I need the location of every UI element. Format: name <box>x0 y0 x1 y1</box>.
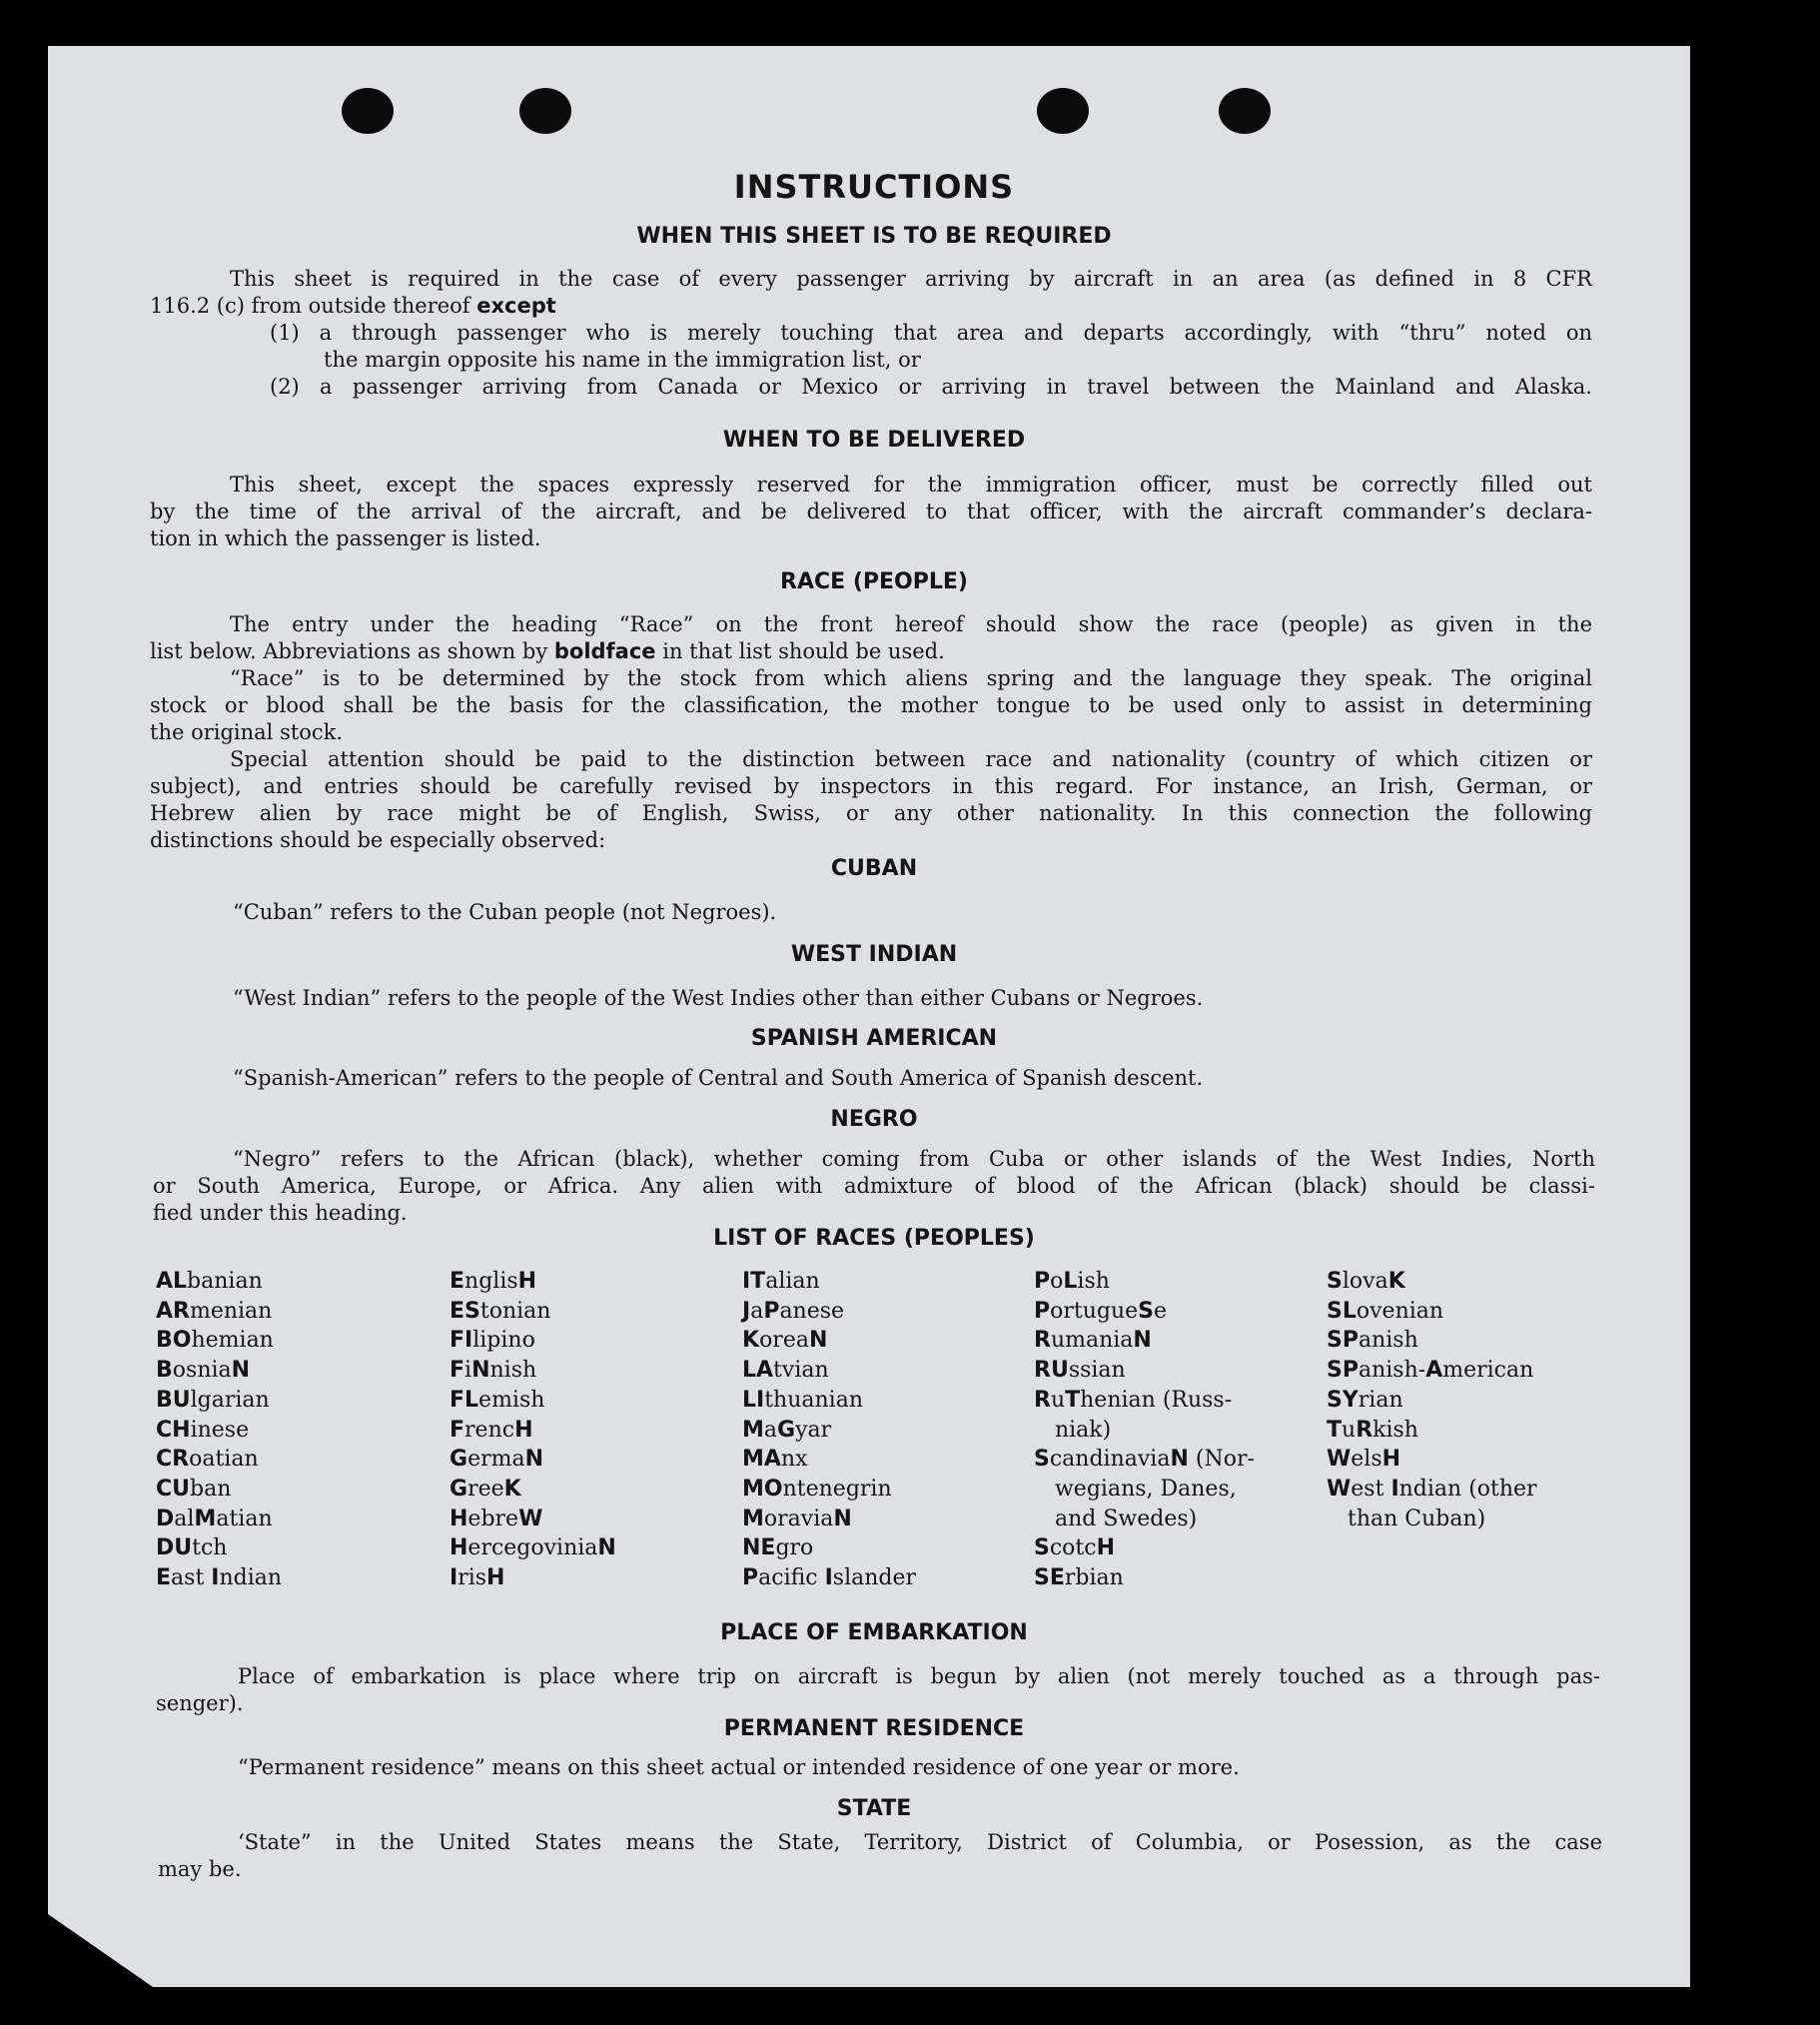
race-text: ndian (other <box>1398 1476 1537 1502</box>
race-text: inese <box>190 1417 250 1443</box>
race-text: u <box>1342 1417 1357 1443</box>
race-abbrev: J <box>742 1298 751 1324</box>
race-abbrev: D <box>156 1506 175 1531</box>
race-abbrev: F <box>450 1358 465 1384</box>
race-entry <box>1034 1416 1255 1446</box>
heading-race: RACE (PEOPLE) <box>780 569 968 594</box>
race-entry <box>742 1533 916 1563</box>
race-abbrev: SL <box>1327 1298 1357 1324</box>
race-entry <box>450 1386 616 1416</box>
race-entry <box>1327 1356 1537 1386</box>
race-text: tvian <box>773 1358 829 1384</box>
race-abbrev: W <box>1327 1447 1352 1473</box>
race-text: rbian <box>1064 1565 1124 1591</box>
race-entry <box>1327 1416 1537 1446</box>
text-line: tion in which the passenger is listed. <box>150 526 541 550</box>
race-abbrev: R <box>1356 1417 1373 1443</box>
race-text: than Cuban) <box>1327 1506 1486 1531</box>
race-text: alian <box>765 1269 820 1294</box>
text-line: “Negro” refers to the African (black), whether coming from Cuba or other islands of the West Indies, North <box>233 1147 1595 1171</box>
heading-spanish-american: SPANISH AMERICAN <box>750 1026 998 1051</box>
race-text: ovenian <box>1356 1298 1444 1324</box>
race-abbrev: ES <box>450 1298 480 1324</box>
race-abbrev: E <box>450 1269 465 1294</box>
emphasis-text: boldface <box>553 639 656 663</box>
race-abbrev: H <box>1381 1447 1401 1473</box>
race-text: ortugue <box>1050 1298 1139 1324</box>
cuban-text: “Cuban” refers to the Cuban people (not Negroes). <box>233 900 777 924</box>
race-text: a <box>750 1298 764 1324</box>
text-line: Special attention should be paid to the distinction between race and nationality (country of which citizen or <box>230 747 1592 771</box>
race-text: erma <box>467 1447 525 1473</box>
race-abbrev: I <box>1390 1476 1399 1502</box>
race-text: wegians, Danes, <box>1034 1476 1237 1502</box>
punch-hole <box>342 88 394 134</box>
race-text: ish <box>1077 1269 1110 1294</box>
race-text: umania <box>1050 1328 1134 1354</box>
race-text: anish <box>1358 1328 1418 1354</box>
exception-item-1: (1) a through passenger who is merely touching that area and departs accordingly, with “thru” noted on <box>270 321 1592 345</box>
heading-permanent-residence: PERMANENT RESIDENCE <box>723 1716 1025 1741</box>
race-text: candinavia <box>1049 1447 1171 1473</box>
text-line: the original stock. <box>150 720 344 744</box>
text-line: or South America, Europe, or Africa. Any alien with admixture of blood of the African (black) should be classi- <box>153 1174 1595 1198</box>
race-entry <box>156 1445 282 1475</box>
race-text: niak) <box>1034 1417 1112 1443</box>
race-abbrev: G <box>450 1476 468 1502</box>
race-text: ntenegrin <box>782 1476 892 1502</box>
race-abbrev: DU <box>156 1535 193 1561</box>
race-text: ercegovinia <box>467 1535 598 1561</box>
text-line: Hebrew alien by race might be of English, Swiss, or any other nationality. In this connection the following <box>150 801 1592 825</box>
race-abbrev: M <box>742 1417 764 1443</box>
race-text: menian <box>189 1298 273 1324</box>
races-column-3 <box>742 1267 916 1593</box>
text-line: senger). <box>156 1691 244 1715</box>
race-entry <box>1034 1563 1255 1593</box>
race-abbrev: B <box>156 1358 173 1384</box>
race-text: atian <box>216 1506 273 1531</box>
race-text: slander <box>832 1565 917 1591</box>
text-line: by the time of the arrival of the aircraft, and be delivered to that officer, with the aircraft commander’s declara- <box>150 500 1592 523</box>
race-abbrev: R <box>1034 1328 1051 1354</box>
race-text: o <box>1050 1269 1064 1294</box>
race-abbrev: N <box>1170 1447 1189 1473</box>
race-abbrev: SP <box>1327 1358 1359 1384</box>
race-abbrev: T <box>1065 1387 1081 1413</box>
race-text: ast <box>171 1565 212 1591</box>
heading-negro: NEGRO <box>830 1107 918 1132</box>
race-abbrev: G <box>777 1417 796 1443</box>
race-text: kish <box>1372 1417 1418 1443</box>
race-entry <box>742 1297 916 1327</box>
race-text: nglis <box>464 1269 518 1294</box>
text-line: This sheet is required in the case of every passenger arriving by aircraft in an area (as defined in 8 CFR <box>230 267 1592 291</box>
race-abbrev: N <box>231 1358 251 1384</box>
race-text: yar <box>795 1417 832 1443</box>
race-abbrev: H <box>450 1535 468 1561</box>
race-abbrev: MO <box>742 1476 783 1502</box>
race-entry <box>450 1326 616 1356</box>
race-abbrev: CH <box>156 1417 191 1443</box>
race-abbrev: G <box>450 1447 468 1473</box>
emphasis-text: except <box>476 294 556 318</box>
race-abbrev: SY <box>1327 1387 1359 1413</box>
races-column-2 <box>450 1267 616 1593</box>
race-entry <box>1034 1267 1255 1297</box>
text-line: list below. Abbreviations as shown by <box>150 639 554 663</box>
race-abbrev: R <box>1034 1387 1051 1413</box>
race-entry <box>742 1563 916 1593</box>
race-entry <box>1034 1533 1255 1563</box>
embarkation-text <box>156 1663 1600 1717</box>
race-text: nish <box>489 1358 537 1384</box>
race-text: ban <box>190 1476 232 1502</box>
races-column-4 <box>1034 1267 1255 1593</box>
race-text: tonian <box>479 1298 551 1324</box>
race-entry <box>156 1267 282 1297</box>
race-entry <box>450 1416 616 1446</box>
race-abbrev: K <box>742 1328 760 1354</box>
spanish-american-text: “Spanish-American” refers to the people of Central and South America of Spanish descent. <box>233 1066 1204 1090</box>
race-abbrev: H <box>1096 1535 1116 1561</box>
race-abbrev: E <box>156 1565 172 1591</box>
race-entry <box>1034 1297 1255 1327</box>
race-abbrev: FL <box>450 1387 479 1413</box>
race-abbrev: CU <box>156 1476 191 1502</box>
race-text: acific <box>758 1565 825 1591</box>
race-text: nx <box>780 1447 808 1473</box>
race-abbrev: H <box>514 1417 533 1443</box>
race-abbrev: AR <box>156 1298 190 1324</box>
race-text: emish <box>478 1387 545 1413</box>
race-abbrev: S <box>1327 1269 1343 1294</box>
race-entry <box>1034 1326 1255 1356</box>
race-text: orea <box>759 1328 809 1354</box>
race-text: renc <box>464 1417 515 1443</box>
race-abbrev: BO <box>156 1328 192 1354</box>
race-abbrev: P <box>1034 1269 1051 1294</box>
race-text: els <box>1351 1447 1382 1473</box>
race-entry <box>156 1563 282 1593</box>
race-text: merican <box>1442 1358 1534 1384</box>
negro-text <box>153 1146 1595 1227</box>
race-text: ris <box>457 1565 487 1591</box>
race-abbrev: W <box>1327 1476 1352 1502</box>
race-entry <box>742 1445 916 1475</box>
race-text: oravia <box>763 1506 834 1531</box>
race-entry <box>156 1356 282 1386</box>
heading-list-of-races: LIST OF RACES (PEOPLES) <box>713 1226 1035 1251</box>
text-line: in that list should be used. <box>655 639 945 663</box>
race-abbrev: H <box>450 1506 468 1531</box>
race-abbrev: P <box>742 1565 759 1591</box>
when-delivered-text <box>150 472 1592 552</box>
race-text <box>150 611 1592 854</box>
race-abbrev: FI <box>450 1328 473 1354</box>
race-entry <box>1327 1445 1537 1475</box>
race-text: ndian <box>219 1565 283 1591</box>
race-abbrev: I <box>450 1565 458 1591</box>
race-text: lgarian <box>190 1387 270 1413</box>
permanent-text: “Permanent residence” means on this sheet actual or intended residence of one year or more. <box>238 1755 1240 1779</box>
race-text: u <box>1050 1387 1066 1413</box>
races-column-5 <box>1327 1267 1537 1533</box>
race-entry <box>742 1505 916 1534</box>
west-indian-text: “West Indian” refers to the people of the West Indies other than either Cubans or Negroes. <box>233 986 1204 1010</box>
race-abbrev: N <box>808 1328 828 1354</box>
race-abbrev: LI <box>742 1387 765 1413</box>
race-abbrev: CR <box>156 1447 190 1473</box>
race-entry <box>450 1267 616 1297</box>
race-entry <box>1327 1326 1537 1356</box>
race-text: i <box>464 1358 472 1384</box>
race-abbrev: IT <box>742 1269 766 1294</box>
race-abbrev: N <box>524 1447 543 1473</box>
race-text: oatian <box>189 1447 259 1473</box>
race-entry <box>156 1533 282 1563</box>
race-entry <box>450 1356 616 1386</box>
race-text: hemian <box>191 1328 274 1354</box>
race-text: anese <box>779 1298 845 1324</box>
text-line: distinctions should be especially observed: <box>150 828 606 852</box>
race-text: tch <box>192 1535 228 1561</box>
punch-hole <box>1219 88 1271 134</box>
text-line: stock or blood shall be the basis for the classification, the mother tongue to be used only to assist in determining <box>150 693 1592 717</box>
race-entry <box>1034 1475 1255 1505</box>
race-entry <box>450 1297 616 1327</box>
race-entry <box>156 1505 282 1534</box>
race-abbrev: NE <box>742 1535 776 1561</box>
heading-cuban: CUBAN <box>830 856 918 881</box>
race-entry <box>1327 1386 1537 1416</box>
race-abbrev: T <box>1327 1417 1343 1443</box>
race-entry <box>450 1475 616 1505</box>
text-line: This sheet, except the spaces expressly reserved for the immigration officer, must be correctly filled out <box>230 473 1592 497</box>
race-entry <box>1034 1445 1255 1475</box>
race-text: osnia <box>172 1358 232 1384</box>
race-abbrev: H <box>486 1565 505 1591</box>
heading-when-required: WHEN THIS SHEET IS TO BE REQUIRED <box>636 224 1112 249</box>
race-entry <box>156 1475 282 1505</box>
race-entry <box>450 1533 616 1563</box>
race-abbrev: I <box>824 1565 833 1591</box>
exception-item-2: (2) a passenger arriving from Canada or Mexico or arriving in travel between the Mainland and Alaska. <box>270 375 1592 399</box>
race-abbrev: I <box>211 1565 220 1591</box>
exception-item-1-cont: the margin opposite his name in the immigration list, or <box>324 348 921 372</box>
text-line: The entry under the heading “Race” on the front hereof should show the race (people) as given in the <box>230 612 1592 636</box>
race-text: and Swedes) <box>1034 1506 1198 1531</box>
race-abbrev: P <box>763 1298 780 1324</box>
text-line: may be. <box>158 1857 242 1881</box>
race-entry <box>156 1326 282 1356</box>
race-entry <box>1034 1386 1255 1416</box>
race-entry <box>1327 1475 1537 1505</box>
race-entry <box>1034 1356 1255 1386</box>
race-abbrev: SE <box>1034 1565 1065 1591</box>
race-text: thuanian <box>764 1387 864 1413</box>
race-text: lipino <box>472 1328 535 1354</box>
race-entry <box>742 1416 916 1446</box>
race-abbrev: W <box>518 1506 543 1531</box>
race-abbrev: S <box>1034 1447 1050 1473</box>
race-abbrev: S <box>1138 1298 1155 1324</box>
race-text: ssian <box>1068 1358 1126 1384</box>
race-abbrev: N <box>833 1506 852 1531</box>
race-entry <box>742 1475 916 1505</box>
race-entry <box>450 1505 616 1534</box>
race-entry <box>156 1416 282 1446</box>
race-entry <box>742 1326 916 1356</box>
race-abbrev: S <box>1034 1535 1050 1561</box>
race-entry <box>156 1297 282 1327</box>
race-text: ree <box>467 1476 504 1502</box>
race-text: banian <box>187 1269 263 1294</box>
when-required-text <box>150 266 1592 320</box>
race-abbrev: AL <box>156 1269 188 1294</box>
when-required-exceptions <box>270 320 1592 401</box>
text-line: 116.2 (c) from outside thereof <box>150 294 477 318</box>
race-entry <box>742 1267 916 1297</box>
race-text: cotc <box>1049 1535 1097 1561</box>
race-text: anish- <box>1358 1358 1426 1384</box>
race-text: lova <box>1342 1269 1388 1294</box>
race-entry <box>1327 1297 1537 1327</box>
race-entry <box>450 1445 616 1475</box>
race-entry <box>1327 1505 1537 1534</box>
race-abbrev: P <box>1034 1298 1051 1324</box>
race-abbrev: M <box>194 1506 217 1531</box>
race-entry <box>742 1356 916 1386</box>
punch-hole <box>519 88 571 134</box>
race-text: (Nor- <box>1188 1447 1255 1473</box>
races-column-1 <box>156 1267 282 1593</box>
race-abbrev: N <box>471 1358 490 1384</box>
text-line: ‘State” in the United States means the State, Territory, District of Columbia, or Posession, as the case <box>238 1830 1602 1854</box>
race-entry <box>742 1386 916 1416</box>
punch-hole <box>1037 88 1089 134</box>
race-entry <box>156 1386 282 1416</box>
race-abbrev: N <box>1133 1328 1152 1354</box>
race-text: al <box>174 1506 195 1531</box>
race-text: e <box>1154 1298 1168 1324</box>
race-entry <box>450 1563 616 1593</box>
race-abbrev: LA <box>742 1358 774 1384</box>
text-line: “Race” is to be determined by the stock from which aliens spring and the language they speak. The original <box>230 666 1592 690</box>
race-text: a <box>763 1417 778 1443</box>
race-entry <box>1034 1505 1255 1534</box>
heading-embarkation: PLACE OF EMBARKATION <box>720 1620 1028 1645</box>
race-text: rian <box>1358 1387 1403 1413</box>
race-abbrev: K <box>503 1476 521 1502</box>
race-abbrev: A <box>1425 1358 1443 1384</box>
race-abbrev: BU <box>156 1387 191 1413</box>
race-abbrev: SP <box>1327 1328 1359 1354</box>
heading-state: STATE <box>836 1796 912 1821</box>
page-title: INSTRUCTIONS <box>733 168 1015 206</box>
race-text: ebre <box>467 1506 519 1531</box>
race-text: henian (Russ- <box>1080 1387 1233 1413</box>
heading-when-delivered: WHEN TO BE DELIVERED <box>722 428 1026 453</box>
text-line: fied under this heading. <box>153 1201 408 1225</box>
race-abbrev: H <box>517 1269 537 1294</box>
state-text <box>158 1829 1602 1883</box>
race-abbrev: N <box>597 1535 616 1561</box>
race-text: gro <box>775 1535 814 1561</box>
race-abbrev: F <box>450 1417 465 1443</box>
heading-west-indian: WEST INDIAN <box>790 942 958 967</box>
race-abbrev: K <box>1387 1269 1405 1294</box>
race-abbrev: M <box>742 1506 764 1531</box>
text-line: subject), and entries should be carefully revised by inspectors in this regard. For instance, an Irish, German, or <box>150 774 1592 798</box>
race-abbrev: L <box>1063 1269 1078 1294</box>
race-text: est <box>1351 1476 1391 1502</box>
race-entry <box>1327 1267 1537 1297</box>
race-abbrev: MA <box>742 1447 781 1473</box>
race-abbrev: RU <box>1034 1358 1069 1384</box>
text-line: Place of embarkation is place where trip on aircraft is begun by alien (not merely touched as a through pas- <box>238 1664 1600 1688</box>
